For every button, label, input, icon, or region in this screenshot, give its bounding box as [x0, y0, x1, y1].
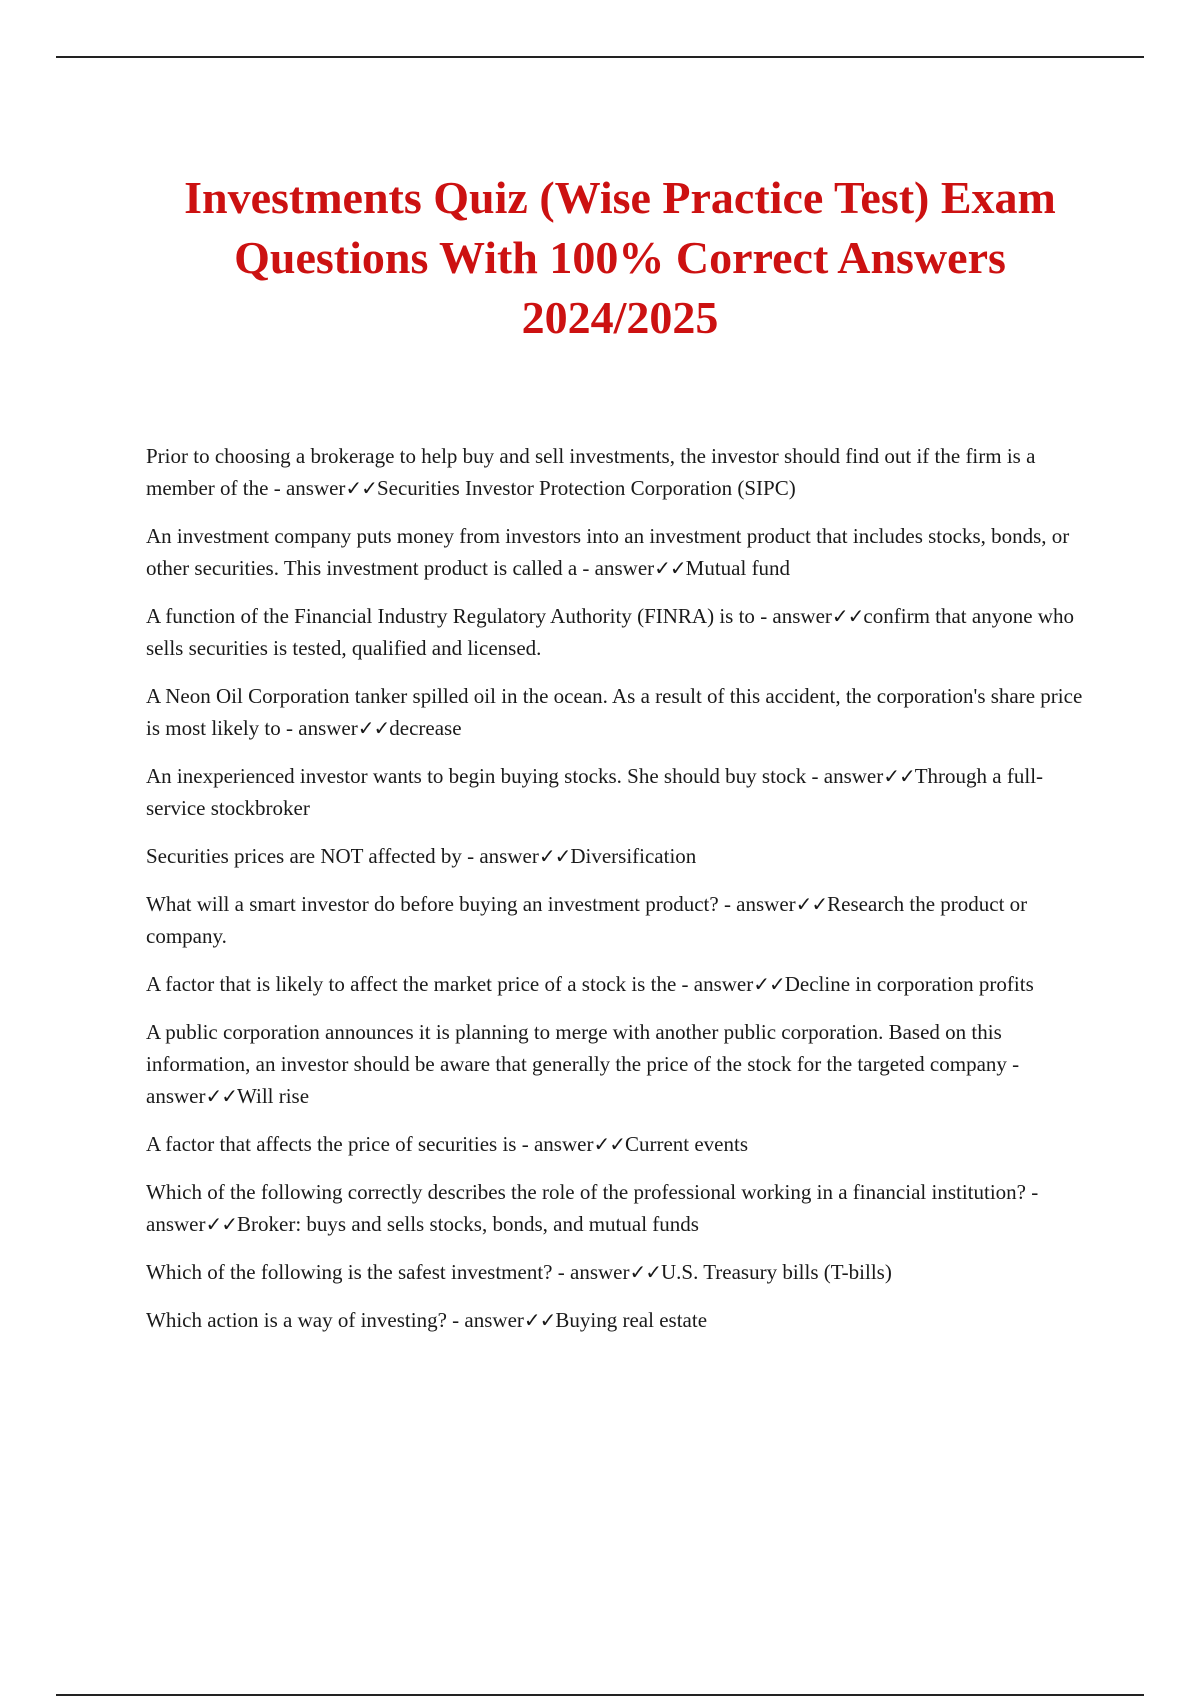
answer-separator: - answer: [446, 1308, 524, 1332]
answer-text: Securities Investor Protection Corporation (SIPC): [376, 476, 796, 500]
answer-text: Mutual fund: [685, 556, 791, 580]
check-mark-icon: ✓✓: [883, 764, 915, 788]
question-text: A function of the Financial Industry Regulatory Authority (FINRA) is to: [146, 604, 755, 628]
question-text: An investment company puts money from investors into an investment product that includes stocks, bonds, or other securities. This investment product is called a: [146, 524, 1070, 580]
question-text: Which of the following correctly describes the role of the professional working in a financial institution?: [146, 1180, 1026, 1204]
answer-text: U.S. Treasury bills (T-bills): [660, 1260, 892, 1284]
qa-item: [146, 1128, 1096, 1160]
answer-separator: - answer: [577, 556, 655, 580]
qa-item: [146, 888, 1096, 952]
check-mark-icon: ✓✓: [357, 716, 390, 740]
question-text: Securities prices are NOT affected by: [146, 844, 462, 868]
question-text: A factor that affects the price of securities is: [146, 1132, 517, 1156]
qa-item: [146, 1016, 1096, 1112]
check-mark-icon: ✓✓: [753, 972, 785, 996]
qa-item: [146, 1176, 1096, 1240]
answer-separator: - answer: [754, 604, 832, 628]
answer-text: Decline in corporation profits: [784, 972, 1034, 996]
answer-text: Research the product or company.: [146, 892, 1028, 948]
answer-separator: - answer: [676, 972, 754, 996]
question-text: Prior to choosing a brokerage to help buy and sell investments, the investor should find out if the firm is a member of the: [146, 444, 1036, 500]
check-mark-icon: ✓✓: [654, 556, 686, 580]
check-mark-icon: ✓✓: [345, 476, 377, 500]
check-mark-icon: ✓✓: [629, 1260, 661, 1284]
check-mark-icon: ✓✓: [523, 1308, 556, 1332]
top-rule: [56, 56, 1144, 58]
qa-item: [146, 520, 1096, 584]
qa-item: [146, 968, 1096, 1000]
question-text: A public corporation announces it is planning to merge with another public corporation. Based on this information, an investor should be aware that generally the price of the stock for the targeted company: [146, 1020, 1007, 1076]
question-text: Which of the following is the safest investment?: [146, 1260, 553, 1284]
check-mark-icon: ✓✓: [831, 604, 864, 628]
answer-text: confirm that anyone who sells securities is tested, qualified and licensed.: [146, 604, 1074, 660]
answer-separator: - answer: [718, 892, 796, 916]
question-text: A Neon Oil Corporation tanker spilled oil in the ocean. As a result of this accident, the corporation's share price is most likely to: [146, 684, 1083, 740]
answer-separator: - answer: [552, 1260, 630, 1284]
question-text: What will a smart investor do before buying an investment product?: [146, 892, 719, 916]
qa-item: [146, 1304, 1096, 1336]
check-mark-icon: ✓✓: [795, 892, 828, 916]
document-title: [130, 168, 1110, 348]
bottom-rule: [56, 1694, 1144, 1696]
answer-text: Current events: [624, 1132, 748, 1156]
qa-item: [146, 680, 1096, 744]
qa-item: [146, 840, 1096, 872]
answer-text: Diversification: [570, 844, 697, 868]
answer-separator: - answer: [146, 1180, 1039, 1236]
check-mark-icon: ✓✓: [538, 844, 571, 868]
qa-item: [146, 440, 1096, 504]
answer-text: Will rise: [237, 1084, 310, 1108]
question-text: Which action is a way of investing?: [146, 1308, 447, 1332]
answer-separator: - answer: [280, 716, 358, 740]
question-answer-list: [146, 440, 1096, 1352]
qa-item: [146, 600, 1096, 664]
qa-item: [146, 1256, 1096, 1288]
question-text: An inexperienced investor wants to begin buying stocks. She should buy stock: [146, 764, 807, 788]
check-mark-icon: ✓✓: [205, 1084, 237, 1108]
check-mark-icon: ✓✓: [593, 1132, 625, 1156]
qa-item: [146, 760, 1096, 824]
answer-separator: - answer: [146, 1052, 1020, 1108]
answer-text: Through a full-service stockbroker: [146, 764, 1044, 820]
check-mark-icon: ✓✓: [205, 1212, 237, 1236]
answer-separator: - answer: [806, 764, 884, 788]
title-line-3: 2024/2025: [521, 292, 719, 343]
title-line-2: Questions With 100% Correct Answers: [234, 232, 1006, 283]
question-text: A factor that is likely to affect the market price of a stock is the: [146, 972, 677, 996]
answer-text: decrease: [389, 716, 462, 740]
title-line-1: Investments Quiz (Wise Practice Test) Exam: [184, 172, 1056, 223]
answer-text: Broker: buys and sells stocks, bonds, and mutual funds: [237, 1212, 699, 1236]
answer-separator: - answer: [461, 844, 539, 868]
answer-separator: - answer: [516, 1132, 594, 1156]
answer-separator: - answer: [268, 476, 346, 500]
answer-text: Buying real estate: [555, 1308, 708, 1332]
